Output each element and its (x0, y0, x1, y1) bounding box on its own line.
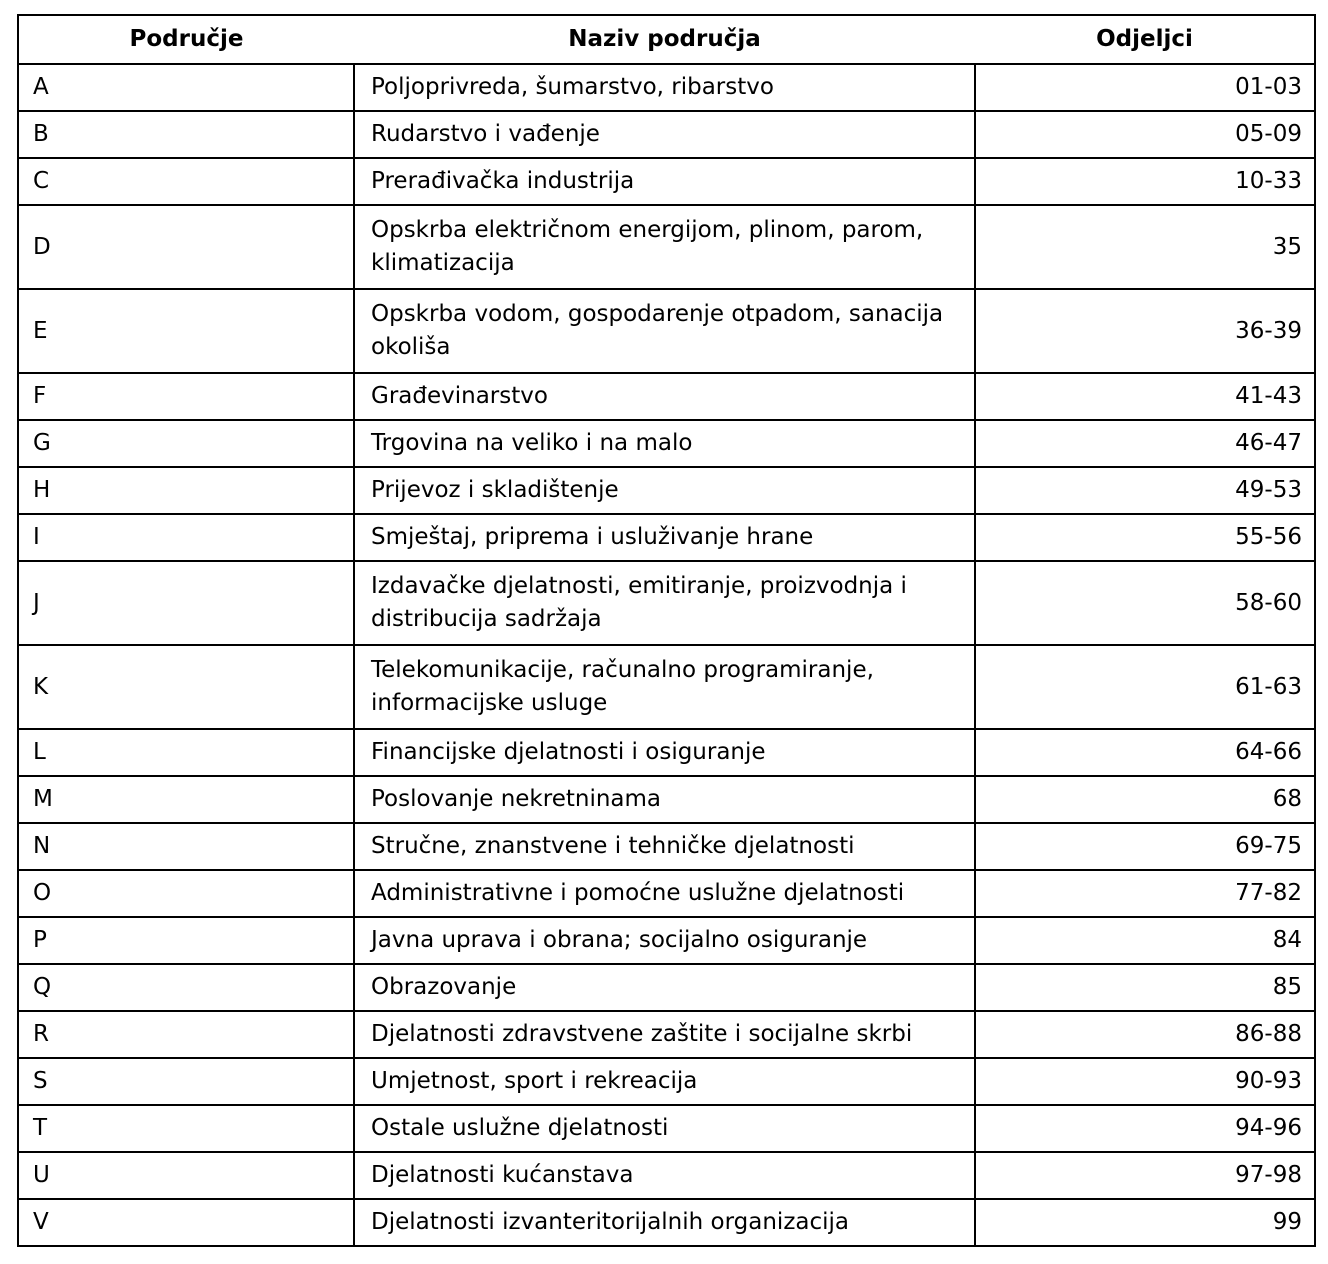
cell-code: S (18, 1058, 354, 1105)
cell-code: A (18, 64, 354, 111)
cell-divisions: 77-82 (975, 870, 1315, 917)
cell-divisions: 64-66 (975, 729, 1315, 776)
cell-name: Stručne, znanstvene i tehničke djelatnosti (354, 823, 975, 870)
cell-code: I (18, 514, 354, 561)
cell-divisions: 05-09 (975, 111, 1315, 158)
cell-name: Ostale uslužne djelatnosti (354, 1105, 975, 1152)
table-body (18, 64, 1315, 1246)
table-row (18, 373, 1315, 420)
cell-name: Djelatnosti izvanteritorijalnih organizacija (354, 1199, 975, 1246)
cell-name: Opskrba električnom energijom, plinom, parom, klimatizacija (354, 205, 975, 289)
cell-divisions: 10-33 (975, 158, 1315, 205)
cell-name: Javna uprava i obrana; socijalno osiguranje (354, 917, 975, 964)
cell-code: C (18, 158, 354, 205)
cell-name: Opskrba vodom, gospodarenje otpadom, sanacija okoliša (354, 289, 975, 373)
cell-code: Q (18, 964, 354, 1011)
cell-name: Djelatnosti kućanstava (354, 1152, 975, 1199)
cell-code: G (18, 420, 354, 467)
cell-name: Obrazovanje (354, 964, 975, 1011)
cell-name: Financijske djelatnosti i osiguranje (354, 729, 975, 776)
cell-divisions: 86-88 (975, 1011, 1315, 1058)
cell-name: Poljoprivreda, šumarstvo, ribarstvo (354, 64, 975, 111)
cell-divisions: 41-43 (975, 373, 1315, 420)
table-row (18, 420, 1315, 467)
cell-divisions: 90-93 (975, 1058, 1315, 1105)
table-row (18, 645, 1315, 729)
cell-code: E (18, 289, 354, 373)
table-row (18, 917, 1315, 964)
cell-name: Administrativne i pomoćne uslužne djelatnosti (354, 870, 975, 917)
cell-divisions: 49-53 (975, 467, 1315, 514)
cell-divisions: 94-96 (975, 1105, 1315, 1152)
table-row (18, 1058, 1315, 1105)
cell-name: Umjetnost, sport i rekreacija (354, 1058, 975, 1105)
cell-code: N (18, 823, 354, 870)
table-row (18, 1011, 1315, 1058)
table-row (18, 776, 1315, 823)
header-name: Naziv područja (354, 15, 975, 64)
header-code: Područje (18, 15, 354, 64)
table-row (18, 729, 1315, 776)
cell-code: M (18, 776, 354, 823)
cell-name: Djelatnosti zdravstvene zaštite i socijalne skrbi (354, 1011, 975, 1058)
table-row (18, 205, 1315, 289)
cell-code: P (18, 917, 354, 964)
cell-divisions: 61-63 (975, 645, 1315, 729)
cell-code: L (18, 729, 354, 776)
cell-name: Prerađivačka industrija (354, 158, 975, 205)
header-divisions: Odjeljci (975, 15, 1315, 64)
activity-sections-table (17, 14, 1316, 1247)
cell-name: Poslovanje nekretninama (354, 776, 975, 823)
table-header-row (18, 15, 1315, 64)
cell-divisions: 55-56 (975, 514, 1315, 561)
table-row (18, 1105, 1315, 1152)
cell-name: Prijevoz i skladištenje (354, 467, 975, 514)
cell-code: F (18, 373, 354, 420)
cell-name: Izdavačke djelatnosti, emitiranje, proizvodnja i distribucija sadržaja (354, 561, 975, 645)
table-row (18, 158, 1315, 205)
cell-name: Telekomunikacije, računalno programiranje, informacijske usluge (354, 645, 975, 729)
cell-divisions: 35 (975, 205, 1315, 289)
cell-name: Trgovina na veliko i na malo (354, 420, 975, 467)
cell-divisions: 99 (975, 1199, 1315, 1246)
table-row (18, 870, 1315, 917)
table-row (18, 1152, 1315, 1199)
cell-code: R (18, 1011, 354, 1058)
cell-divisions: 85 (975, 964, 1315, 1011)
cell-code: T (18, 1105, 354, 1152)
cell-name: Rudarstvo i vađenje (354, 111, 975, 158)
cell-divisions: 69-75 (975, 823, 1315, 870)
cell-name: Smještaj, priprema i usluživanje hrane (354, 514, 975, 561)
cell-divisions: 97-98 (975, 1152, 1315, 1199)
cell-divisions: 01-03 (975, 64, 1315, 111)
cell-code: K (18, 645, 354, 729)
cell-code: H (18, 467, 354, 514)
cell-code: V (18, 1199, 354, 1246)
cell-code: D (18, 205, 354, 289)
table-row (18, 467, 1315, 514)
table-row (18, 514, 1315, 561)
cell-divisions: 46-47 (975, 420, 1315, 467)
table-row (18, 964, 1315, 1011)
cell-code: O (18, 870, 354, 917)
cell-divisions: 84 (975, 917, 1315, 964)
table-row (18, 823, 1315, 870)
table-row (18, 289, 1315, 373)
cell-divisions: 58-60 (975, 561, 1315, 645)
table-row (18, 111, 1315, 158)
cell-code: U (18, 1152, 354, 1199)
table-row (18, 64, 1315, 111)
cell-code: J (18, 561, 354, 645)
cell-divisions: 36-39 (975, 289, 1315, 373)
table-row (18, 1199, 1315, 1246)
cell-name: Građevinarstvo (354, 373, 975, 420)
table-row (18, 561, 1315, 645)
cell-divisions: 68 (975, 776, 1315, 823)
cell-code: B (18, 111, 354, 158)
